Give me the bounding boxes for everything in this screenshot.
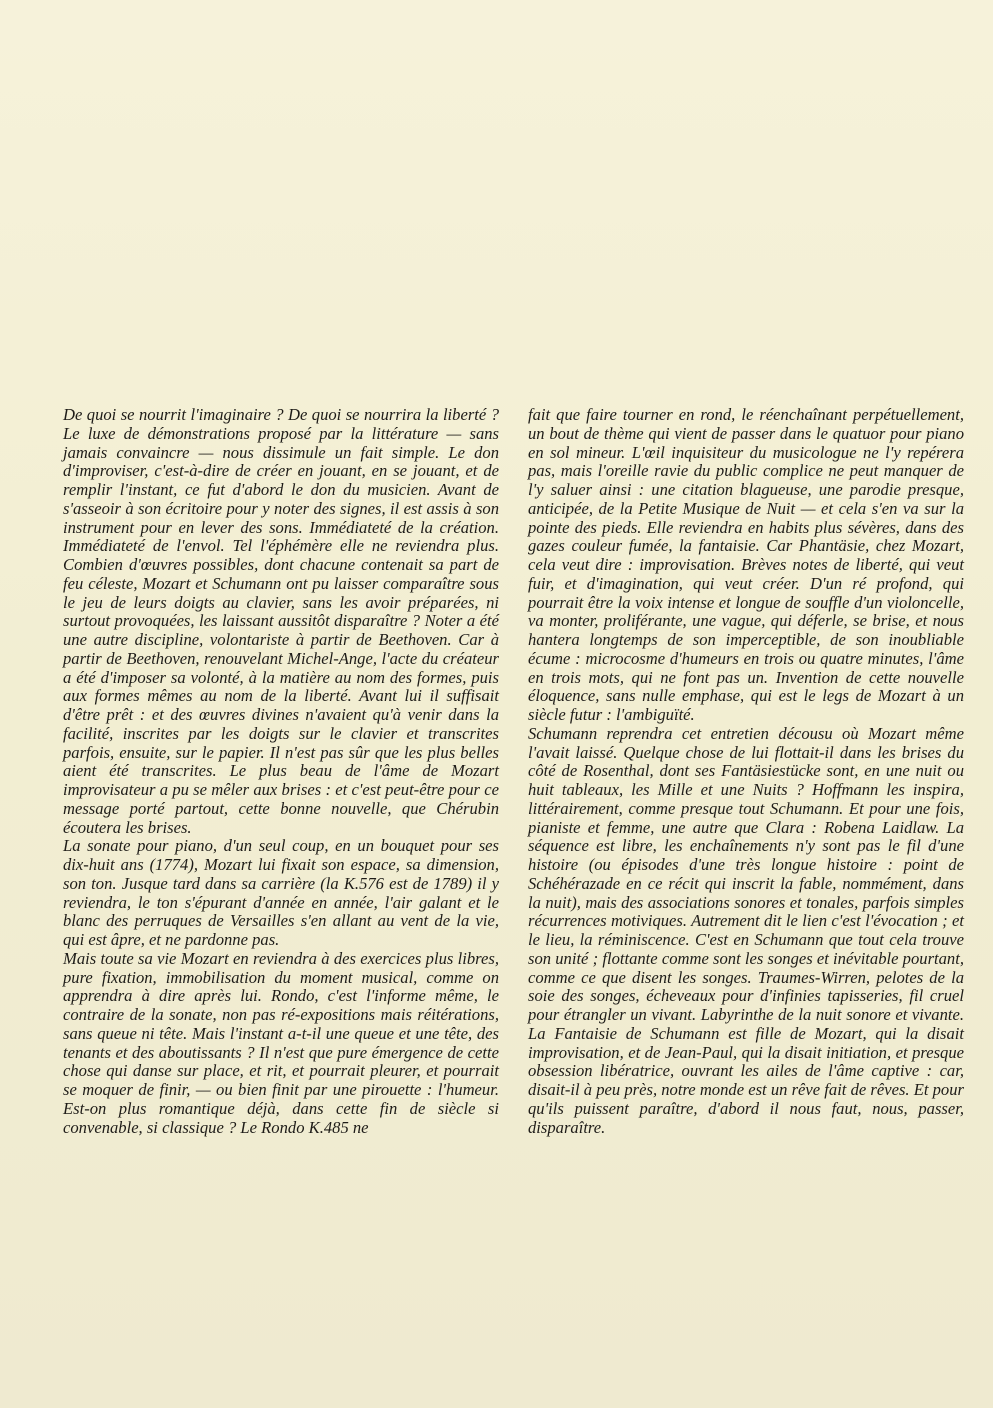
left-text-column <box>63 406 499 1137</box>
paragraph-left-1: De quoi se nourrit l'imaginaire ? De quoi se nourrira la liberté ? Le luxe de démonstrations proposé par la littérature — sans jamais convaincre — nous dissimule un fait simple. Le don d'improviser, c'est-à-dire de créer en jouant, en se jouant, et de remplir l'instant, ce fut d'abord le don du musicien. Avant de s'asseoir à son écritoire pour y noter des signes, il est assis à son instrument pour en lever des sons. Immédiateté de la création. Immédiateté de l'envol. Tel l'éphémère elle ne reviendra plus. Combien d'œuvres possibles, dont chacune contenait sa part de feu céleste, Mozart et Schumann ont pu laisser comparaître sous le jeu de leurs doigts au clavier, sans les avoir préparées, ni surtout provoquées, les laissant aussitôt disparaître ? Noter a été une autre discipline, volontariste à partir de Beethoven. Car à partir de Beethoven, renouvelant Michel-Ange, l'acte du créateur a été d'imposer sa volonté, à la matière au nom des formes, puis aux formes mêmes au nom de la liberté. Avant lui il suffisait d'être prêt : et des œuvres divines n'avaient qu'à venir dans la facilité, inscrites par les doigts sur le clavier et transcrites parfois, ensuite, sur le papier. Il n'est pas sûr que les plus belles aient été transcrites. Le plus beau de l'âme de Mozart improvisateur a pu se mêler aux brises : et c'est peut-être pour ce message porté partout, cette bonne nouvelle, que Chérubin écoutera les brises. <box>63 405 499 837</box>
paragraph-left-3: Mais toute sa vie Mozart en reviendra à des exercices plus libres, pure fixation, immobilisation du moment musical, comme on apprendra à dire après lui. Rondo, c'est l'informe même, le contraire de la sonate, non pas ré-expositions mais réitérations, sans queue ni tête. Mais l'instant a-t-il une queue et une tête, des tenants et des aboutissants ? Il n'est que pure émergence de cette chose qui danse sur place, et rit, et pourrait pleurer, et pourrait se moquer de finir, — ou bien finit par une pirouette : l'humeur. Est-on plus romantique déjà, dans cette fin de siècle si convenable, si classique ? Le Rondo K.485 ne <box>63 948 499 1137</box>
paragraph-right-1: fait que faire tourner en rond, le réenchaînant perpétuellement, un bout de thème qui vient de passer dans le quatuor pour piano en sol mineur. L'œil inquisiteur du musicologue ne l'y repérera pas, mais l'oreille ravie du public complice ne peut manquer de l'y saluer ainsi : une citation blagueuse, une parodie presque, anticipée, de la Petite Musique de Nuit — et cela s'en va sur la pointe des pieds. Elle reviendra en habits plus sévères, dans des gazes couleur fumée, la fantaisie. Car Phantäsie, chez Mozart, cela veut dire : improvisation. Brèves notes de liberté, qui veut fuir, et d'imagination, qui veut créer. D'un ré profond, qui pourrait être la voix intense et longue de souffle d'un violoncelle, va monter, proliférante, une vague, qui déferle, se brise, et nous hantera longtemps de son imperceptible, de son inoubliable écume : microcosme d'humeurs en trois ou quatre minutes, l'âme en trois mots, qui ne font pas un. Invention de cette nouvelle éloquence, sans nulle emphase, qui est le legs de Mozart à un siècle futur : l'ambiguïté. <box>528 405 964 724</box>
right-text-column <box>528 406 964 1137</box>
paragraph-left-2: La sonate pour piano, d'un seul coup, en un bouquet pour ses dix-huit ans (1774), Mozart lui fixait son espace, sa dimension, son ton. Jusque tard dans sa carrière (la K.576 est de 1789) il y reviendra, le ton s'épurant d'année en année, l'air galant et le blanc des perruques de Versailles s'en allant au vent de la vie, qui est âpre, et ne pardonne pas. <box>63 836 499 949</box>
paragraph-right-2: Schumann reprendra cet entretien décousu où Mozart même l'avait laissé. Quelque chose de lui flottait-il dans les brises du côté de Rosenthal, dont ses Fantäsiestücke sont, en une nuit ou huit tableaux, les Mille et une Nuits ? Hoffmann les inspira, littérairement, comme presque tout Schumann. Et pour une fois, pianiste et femme, une autre que Clara : Robena Laidlaw. La séquence est libre, les enchaînements n'y sont pas le fil d'une histoire (ou épisodes d'une très longue histoire : point de Schéhérazade en ce récit qui inscrit la fable, nommément, dans la nuit), mais des associations sonores et tonales, parfois simples récurrences motiviques. Autrement dit le lien c'est l'évocation ; et le lieu, la réminiscence. C'est en Schumann que tout cela trouve son unité ; flottante comme sont les songes et inévitable pourtant, comme ce que disent les songes. Traumes-Wirren, pelotes de la soie des songes, écheveaux pour d'infinies tapisseries, fil cruel pour étrangler un vivant. Labyrinthe de la nuit sonore et vivante. La Fantaisie de Schumann est fille de Mozart, qui la disait improvisation, et de Jean-Paul, qui la disait initiation, et presque obsession libératrice, ouvrant les ailes de l'âme captive : car, disait-il à peu près, notre monde est un rêve fait de rêves. Et pour qu'ils puissent paraître, d'abord il nous faut, nous, passer, disparaître. <box>528 723 964 1137</box>
